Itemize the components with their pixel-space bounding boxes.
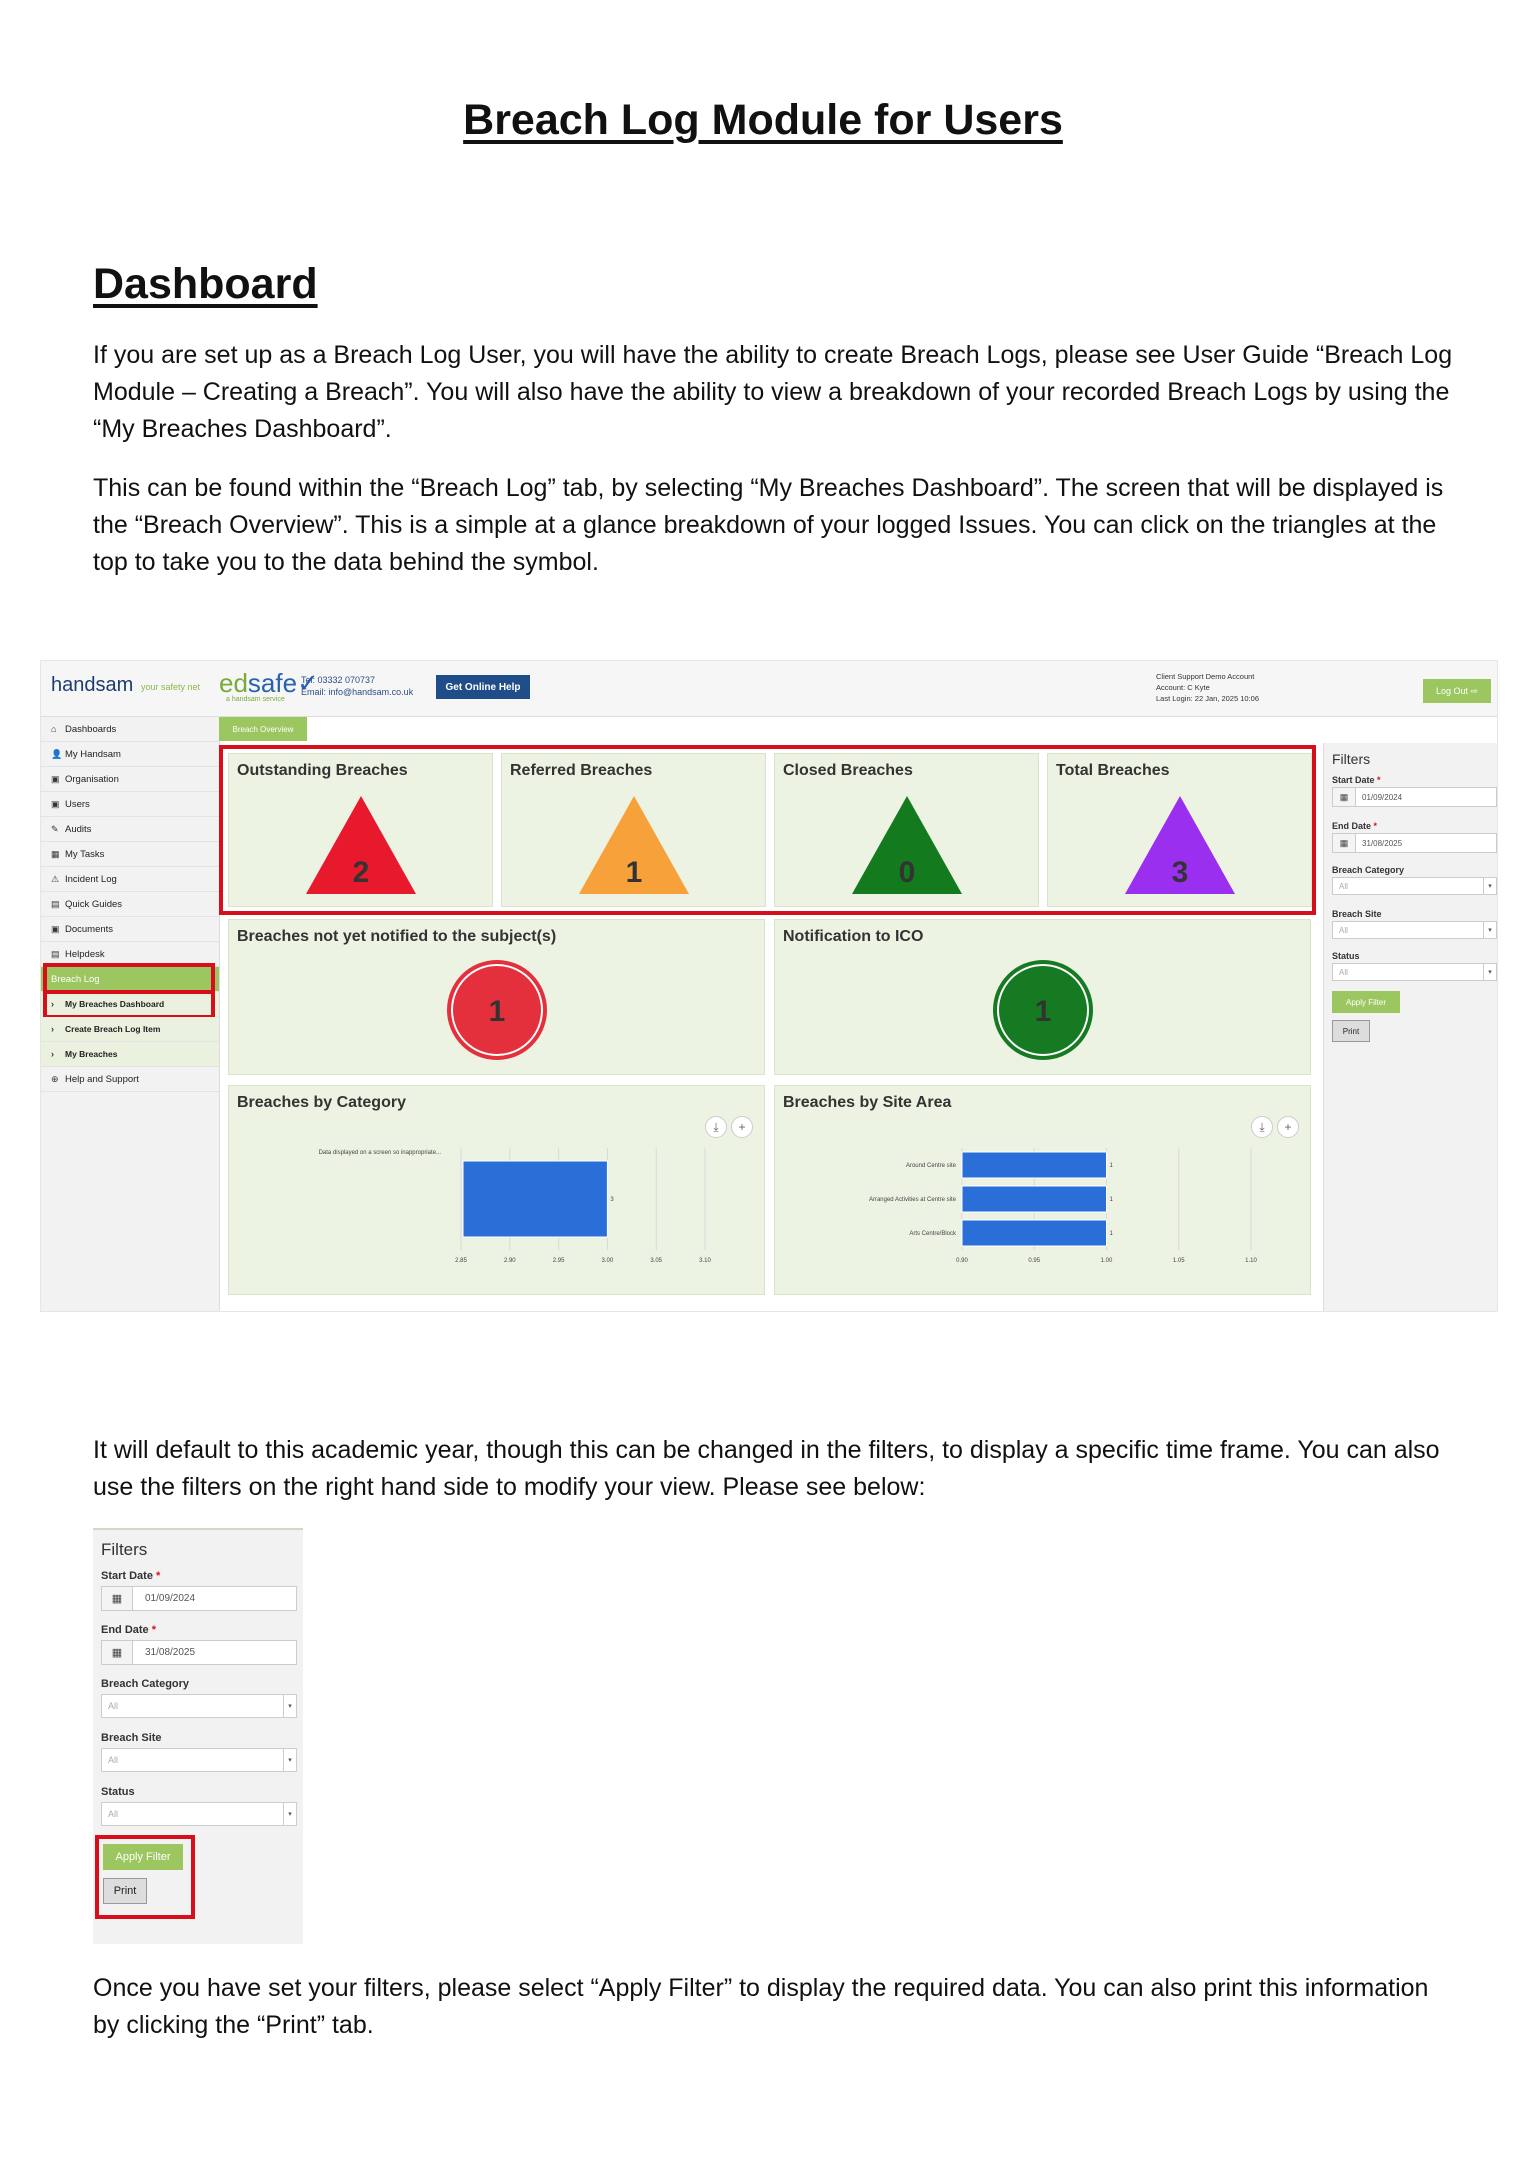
sidebar-item-quick-guides[interactable] xyxy=(41,892,219,917)
sidebar-item-dashboards[interactable] xyxy=(41,717,219,742)
notification-card-title: Notification to ICO xyxy=(783,928,924,945)
start-date-value: 01/09/2024 xyxy=(1362,792,1403,802)
start-date-field[interactable] xyxy=(1332,787,1497,807)
sidebar-item-organisation[interactable] xyxy=(41,767,219,792)
end-date-field[interactable] xyxy=(1332,833,1497,853)
contact-email: Email: info@handsam.co.uk xyxy=(301,687,414,697)
end-date-label-text: End Date xyxy=(101,1624,149,1636)
chart-title-category: Breaches by Category xyxy=(237,1094,406,1111)
triangle-icon[interactable] xyxy=(502,754,767,908)
paragraph-defaults: It will default to this academic year, though this can be changed in the filters, to display a specific time frame. You can also use the filters on the right hand side to modify your view. Please see below: xyxy=(93,1436,1440,1501)
status-select[interactable] xyxy=(1332,963,1497,981)
end-date-field[interactable] xyxy=(101,1640,297,1665)
sidebar-item-label: Incident Log xyxy=(65,873,117,885)
end-date-label xyxy=(101,1624,156,1636)
sidebar-item-users[interactable] xyxy=(41,792,219,817)
paragraph-apply: Once you have set your filters, please select “Apply Filter” to display the required data. You can also print this information by clicking the “Print” tab. xyxy=(93,1974,1429,2039)
calendar-icon[interactable]: ▦ xyxy=(102,1641,133,1664)
triangle-count: 2 xyxy=(352,856,370,889)
download-icon[interactable]: ⤓ xyxy=(705,1116,727,1138)
plus-icon[interactable]: + xyxy=(1277,1116,1299,1138)
triangle-icon[interactable] xyxy=(1048,754,1313,908)
triangle-icon[interactable] xyxy=(775,754,1040,908)
handsam-tagline: your safety net xyxy=(141,682,201,692)
chart-panel-site xyxy=(774,1085,1311,1295)
sidebar-icon: ⊕ xyxy=(51,1073,59,1084)
sidebar-icon: 👤 xyxy=(51,748,63,759)
edsafe-subtitle: a handsam service xyxy=(226,696,285,703)
tab-breach-overview[interactable]: Breach Overview xyxy=(219,717,307,741)
sidebar-item-audits[interactable] xyxy=(41,817,219,842)
summary-card-total-breaches[interactable] xyxy=(1047,753,1312,907)
summary-card-title: Outstanding Breaches xyxy=(237,762,408,779)
filters-title: Filters xyxy=(1332,751,1371,767)
end-date-label-text: End Date xyxy=(1332,821,1372,831)
x-tick-label: 2.95 xyxy=(552,1258,565,1264)
sidebar-icon: ▣ xyxy=(51,923,60,934)
sidebar-icon: ⚠ xyxy=(51,873,60,884)
x-tick-label: 0.95 xyxy=(1028,1258,1041,1264)
breach-site-label: Breach Site xyxy=(101,1732,162,1744)
required-marker: * xyxy=(1377,775,1381,785)
sidebar-icon: ▦ xyxy=(51,848,60,859)
triangle-count: 1 xyxy=(625,856,643,889)
sidebar-icon: ▣ xyxy=(51,773,60,784)
sidebar-item-label: Documents xyxy=(65,923,114,935)
chart-title-site: Breaches by Site Area xyxy=(783,1094,952,1111)
required-marker: * xyxy=(156,1570,161,1582)
sidebar-icon: ⌂ xyxy=(51,724,57,734)
sidebar-item-label: Audits xyxy=(65,823,92,835)
breach-category-value: All xyxy=(108,1701,119,1711)
summary-card-title: Total Breaches xyxy=(1056,762,1170,779)
sidebar-icon: ▤ xyxy=(51,898,60,909)
breach-category-value: All xyxy=(1339,881,1348,891)
sidebar-item-my-tasks[interactable] xyxy=(41,842,219,867)
notification-card-1 xyxy=(774,919,1311,1075)
dashboard-screenshot xyxy=(40,660,1498,1312)
status-label: Status xyxy=(101,1786,135,1798)
start-date-label-text: Start Date xyxy=(101,1570,153,1582)
sidebar-item-label: Breach Log xyxy=(51,973,100,985)
x-tick-label: 1.05 xyxy=(1172,1258,1185,1264)
contact-info xyxy=(301,674,413,698)
circle-count: 1 xyxy=(1034,995,1052,1028)
breach-category-label: Breach Category xyxy=(101,1678,190,1690)
x-tick-label: 3.00 xyxy=(601,1258,614,1264)
notification-card-0 xyxy=(228,919,765,1075)
status-label: Status xyxy=(1332,951,1360,961)
x-tick-label: 1.10 xyxy=(1245,1258,1257,1264)
account-last-login: Last Login: 22 Jan, 2025 10:06 xyxy=(1156,694,1260,703)
x-tick-label: 2.90 xyxy=(503,1258,516,1264)
summary-card-outstanding-breaches[interactable] xyxy=(228,753,493,907)
my-breaches-dashboard-highlight xyxy=(43,990,215,1019)
start-date-label-text: Start Date xyxy=(1332,775,1375,785)
sidebar-item-label: Organisation xyxy=(65,773,119,785)
breach-site-value: All xyxy=(108,1755,119,1765)
filters-screenshot xyxy=(93,1528,303,1944)
data-label: 1 xyxy=(1109,1163,1113,1169)
chevron-down-icon[interactable]: ▾ xyxy=(1483,964,1496,980)
x-tick-label: 3.05 xyxy=(650,1258,663,1264)
plus-icon[interactable]: + xyxy=(731,1116,753,1138)
download-icon[interactable]: ⤓ xyxy=(1251,1116,1273,1138)
breach-site-label: Breach Site xyxy=(1332,909,1382,919)
summary-card-closed-breaches[interactable] xyxy=(774,753,1039,907)
end-date-label xyxy=(1332,821,1377,831)
status-value: All xyxy=(108,1809,119,1819)
bar[interactable] xyxy=(463,1161,607,1237)
circle-icon[interactable] xyxy=(229,920,766,1076)
paragraph-location: This can be found within the “Breach Log” tab, by selecting “My Breaches Dashboard”. The screen that will be displayed is the “Breach Overview”. This is a simple at a glance breakdown of your logged Issues. You can click on the triangles at the top to take you to the data behind the symbol. xyxy=(93,474,1444,576)
chevron-down-icon[interactable]: ▾ xyxy=(283,1695,296,1717)
x-tick-label: 1.00 xyxy=(1100,1258,1113,1264)
edsafe-logo-ed: ed xyxy=(219,668,248,698)
notification-card-title: Breaches not yet notified to the subject(s) xyxy=(237,928,557,945)
sidebar-subitem-create-breach-log-item[interactable] xyxy=(41,1017,219,1042)
apply-filter-button[interactable]: Apply Filter xyxy=(1332,991,1400,1013)
breach-category-select[interactable] xyxy=(101,1694,297,1718)
handsam-logo: handsam xyxy=(51,674,134,696)
account-name: Client Support Demo Account xyxy=(1156,672,1255,681)
sidebar-item-my-handsam[interactable] xyxy=(41,742,219,767)
sidebar-icon: › xyxy=(51,999,54,1009)
filters-title: Filters xyxy=(101,1540,148,1559)
breach-site-value: All xyxy=(1339,925,1348,935)
sidebar-icon: › xyxy=(51,1049,54,1059)
triangle-count: 3 xyxy=(1171,856,1189,889)
data-label: 1 xyxy=(1109,1197,1113,1203)
filters-panel xyxy=(1323,743,1498,1312)
paragraph-intro: If you are set up as a Breach Log User, you will have the ability to create Breach Logs, please see User Guide “Breach Log Module – Creating a Breach”. You will also have the ability to view a breakdown of your recorded Breach Logs by using the “My Breaches Dashboard”. xyxy=(93,341,1453,443)
breach-site-select[interactable] xyxy=(101,1748,297,1772)
summary-card-title: Closed Breaches xyxy=(783,762,913,779)
sidebar-item-label: My Tasks xyxy=(65,848,105,860)
calendar-icon[interactable]: ▦ xyxy=(1333,834,1356,852)
category-label: Data displayed on a screen so inappropriate... xyxy=(318,1150,441,1156)
breach-site-select[interactable] xyxy=(1332,921,1497,939)
account-user: Account: C Kyte xyxy=(1156,683,1210,692)
data-label: 1 xyxy=(1109,1231,1113,1237)
sidebar-subitem-my-breaches[interactable] xyxy=(41,1042,219,1067)
calendar-icon[interactable]: ▦ xyxy=(1333,788,1356,806)
x-tick-label: 3.10 xyxy=(699,1258,711,1264)
end-date-value: 31/08/2025 xyxy=(145,1647,196,1658)
sidebar-icon: ✎ xyxy=(51,823,59,834)
required-marker: * xyxy=(151,1624,157,1636)
sidebar-item-label: Dashboards xyxy=(65,723,117,735)
print-button[interactable]: Print xyxy=(1332,1020,1370,1042)
sidebar-item-incident-log[interactable] xyxy=(41,867,219,892)
chevron-down-icon[interactable]: ▾ xyxy=(283,1803,296,1825)
required-marker: * xyxy=(1373,821,1378,831)
summary-card-title: Referred Breaches xyxy=(510,762,653,779)
apply-filter-button[interactable]: Apply Filter xyxy=(103,1844,183,1870)
chevron-down-icon[interactable]: ▾ xyxy=(1483,922,1496,938)
breach-category-label: Breach Category xyxy=(1332,865,1405,875)
log-out-button[interactable]: Log Out ⇨ xyxy=(1423,679,1491,703)
sidebar-item-label: My Breaches xyxy=(65,1049,118,1059)
category-label: Arranged Activities at Centre site xyxy=(868,1197,956,1203)
sidebar-item-label: Users xyxy=(65,798,90,810)
section-heading: Dashboard xyxy=(93,260,318,308)
sidebar-item-label: Create Breach Log Item xyxy=(65,1024,161,1034)
get-online-help-button[interactable]: Get Online Help xyxy=(436,675,530,699)
circle-icon[interactable] xyxy=(775,920,1312,1076)
sidebar xyxy=(41,717,220,1312)
contact-tel: Tel: 03332 070737 xyxy=(301,675,376,685)
bar[interactable] xyxy=(962,1152,1107,1178)
edsafe-logo-safe: safe✓ xyxy=(247,668,319,698)
sidebar-icon: ▣ xyxy=(51,798,60,809)
sidebar-item-label: My Handsam xyxy=(65,748,121,760)
triangle-count: 0 xyxy=(898,856,916,889)
account-info xyxy=(1156,671,1259,704)
x-tick-label: 2.85 xyxy=(455,1258,467,1264)
sidebar-icon: ▤ xyxy=(51,948,60,959)
start-date-field[interactable] xyxy=(101,1586,297,1611)
sidebar-item-documents[interactable] xyxy=(41,917,219,942)
data-label: 3 xyxy=(610,1197,614,1203)
chevron-down-icon[interactable]: ▾ xyxy=(283,1749,296,1771)
chart-category xyxy=(229,1086,766,1296)
category-label: Arts Centre/Block xyxy=(909,1231,956,1237)
triangle-icon[interactable] xyxy=(229,754,494,908)
chart-site xyxy=(775,1086,1312,1296)
print-button[interactable]: Print xyxy=(103,1878,147,1904)
breach-log-highlight xyxy=(43,963,215,994)
document-title: Breach Log Module for Users xyxy=(463,96,1063,144)
circle-count: 1 xyxy=(488,995,506,1028)
status-select[interactable] xyxy=(101,1802,297,1826)
chevron-down-icon[interactable]: ▾ xyxy=(1483,878,1496,894)
sidebar-item-help-and-support[interactable] xyxy=(41,1067,219,1092)
calendar-icon[interactable]: ▦ xyxy=(102,1587,133,1610)
bar[interactable] xyxy=(962,1186,1107,1212)
end-date-value: 31/08/2025 xyxy=(1362,838,1403,848)
start-date-value: 01/09/2024 xyxy=(145,1593,196,1604)
category-label: Around Centre site xyxy=(905,1163,956,1169)
top-bar xyxy=(41,661,1498,717)
sidebar-item-label: My Breaches Dashboard xyxy=(65,999,165,1009)
bar[interactable] xyxy=(962,1220,1107,1246)
summary-card-referred-breaches[interactable] xyxy=(501,753,766,907)
status-value: All xyxy=(1339,967,1348,977)
sidebar-item-label: Quick Guides xyxy=(65,898,123,910)
x-tick-label: 0.90 xyxy=(956,1258,968,1264)
chart-panel-category xyxy=(228,1085,765,1295)
start-date-label xyxy=(101,1570,160,1582)
sidebar-item-label: Help and Support xyxy=(65,1073,139,1085)
sidebar-icon: › xyxy=(51,1024,54,1034)
start-date-label xyxy=(1332,775,1381,785)
sidebar-item-label: Helpdesk xyxy=(65,948,105,960)
breach-category-select[interactable] xyxy=(1332,877,1497,895)
